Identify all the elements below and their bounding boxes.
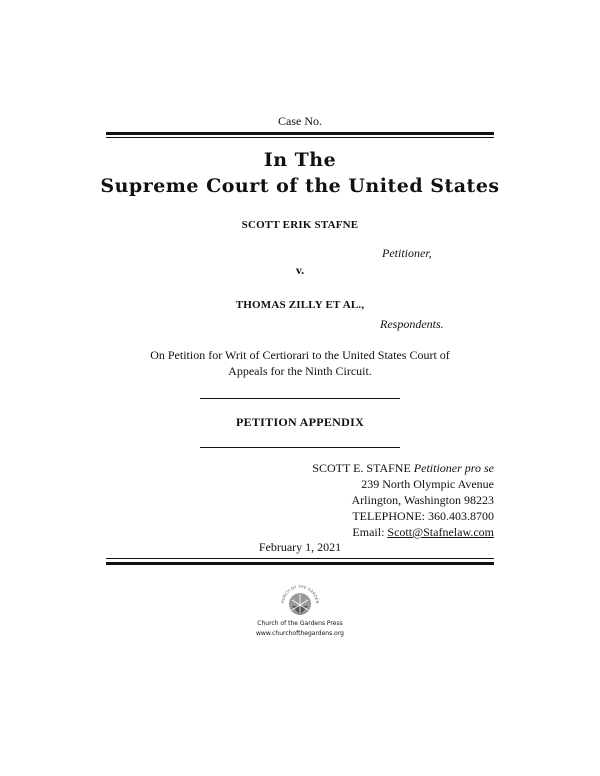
bottom-rule-thick [106, 562, 494, 565]
signature-telephone-line [352, 508, 494, 524]
court-title-line1: In The [263, 149, 337, 171]
petition-line2: Appeals for the Ninth Circuit. [228, 364, 372, 378]
email-link[interactable]: Scott@Stafnelaw.com [387, 525, 494, 539]
church-of-the-gardens-logo [278, 582, 322, 618]
signature-name-line [312, 460, 494, 476]
telephone-label: TELEPHONE: [352, 509, 425, 523]
signature-address2: Arlington, Washington 98223 [351, 493, 494, 507]
filing-date: February 1, 2021 [258, 540, 342, 554]
signature-role: Petitioner pro se [413, 461, 494, 475]
top-rule-thin [106, 137, 494, 138]
petition-description [0, 347, 600, 379]
appendix-title: PETITION APPENDIX [235, 415, 365, 429]
versus-label: v. [295, 263, 305, 277]
signature-email-line [352, 524, 494, 540]
appendix-rule-top [200, 398, 400, 399]
telephone-number: 360.403.8700 [428, 509, 494, 523]
logo-arc-text: HURCH OF THE GARDEN [279, 583, 321, 604]
top-rule-thick [106, 132, 494, 135]
publisher-name: Church of the Gardens Press [257, 620, 343, 627]
appendix-rule-bottom [200, 447, 400, 448]
case-number-label: Case No. [278, 114, 322, 128]
signature-name: SCOTT E. STAFNE [312, 461, 411, 475]
petitioner-name: SCOTT ERIK STAFNE [241, 219, 359, 231]
petitioner-role: Petitioner, [382, 246, 432, 260]
signature-address1: 239 North Olympic Avenue [361, 477, 494, 491]
petition-line1: On Petition for Writ of Certiorari to the United States Court of [150, 348, 450, 362]
email-label: Email: [352, 525, 385, 539]
bottom-rule-thin [106, 558, 494, 559]
respondent-name: THOMAS ZILLY ET AL., [235, 299, 365, 311]
publisher-website[interactable]: www.churchofthegardens.org [256, 630, 344, 637]
court-title-line2: Supreme Court of the United States [100, 175, 500, 197]
respondent-role: Respondents. [380, 317, 444, 331]
